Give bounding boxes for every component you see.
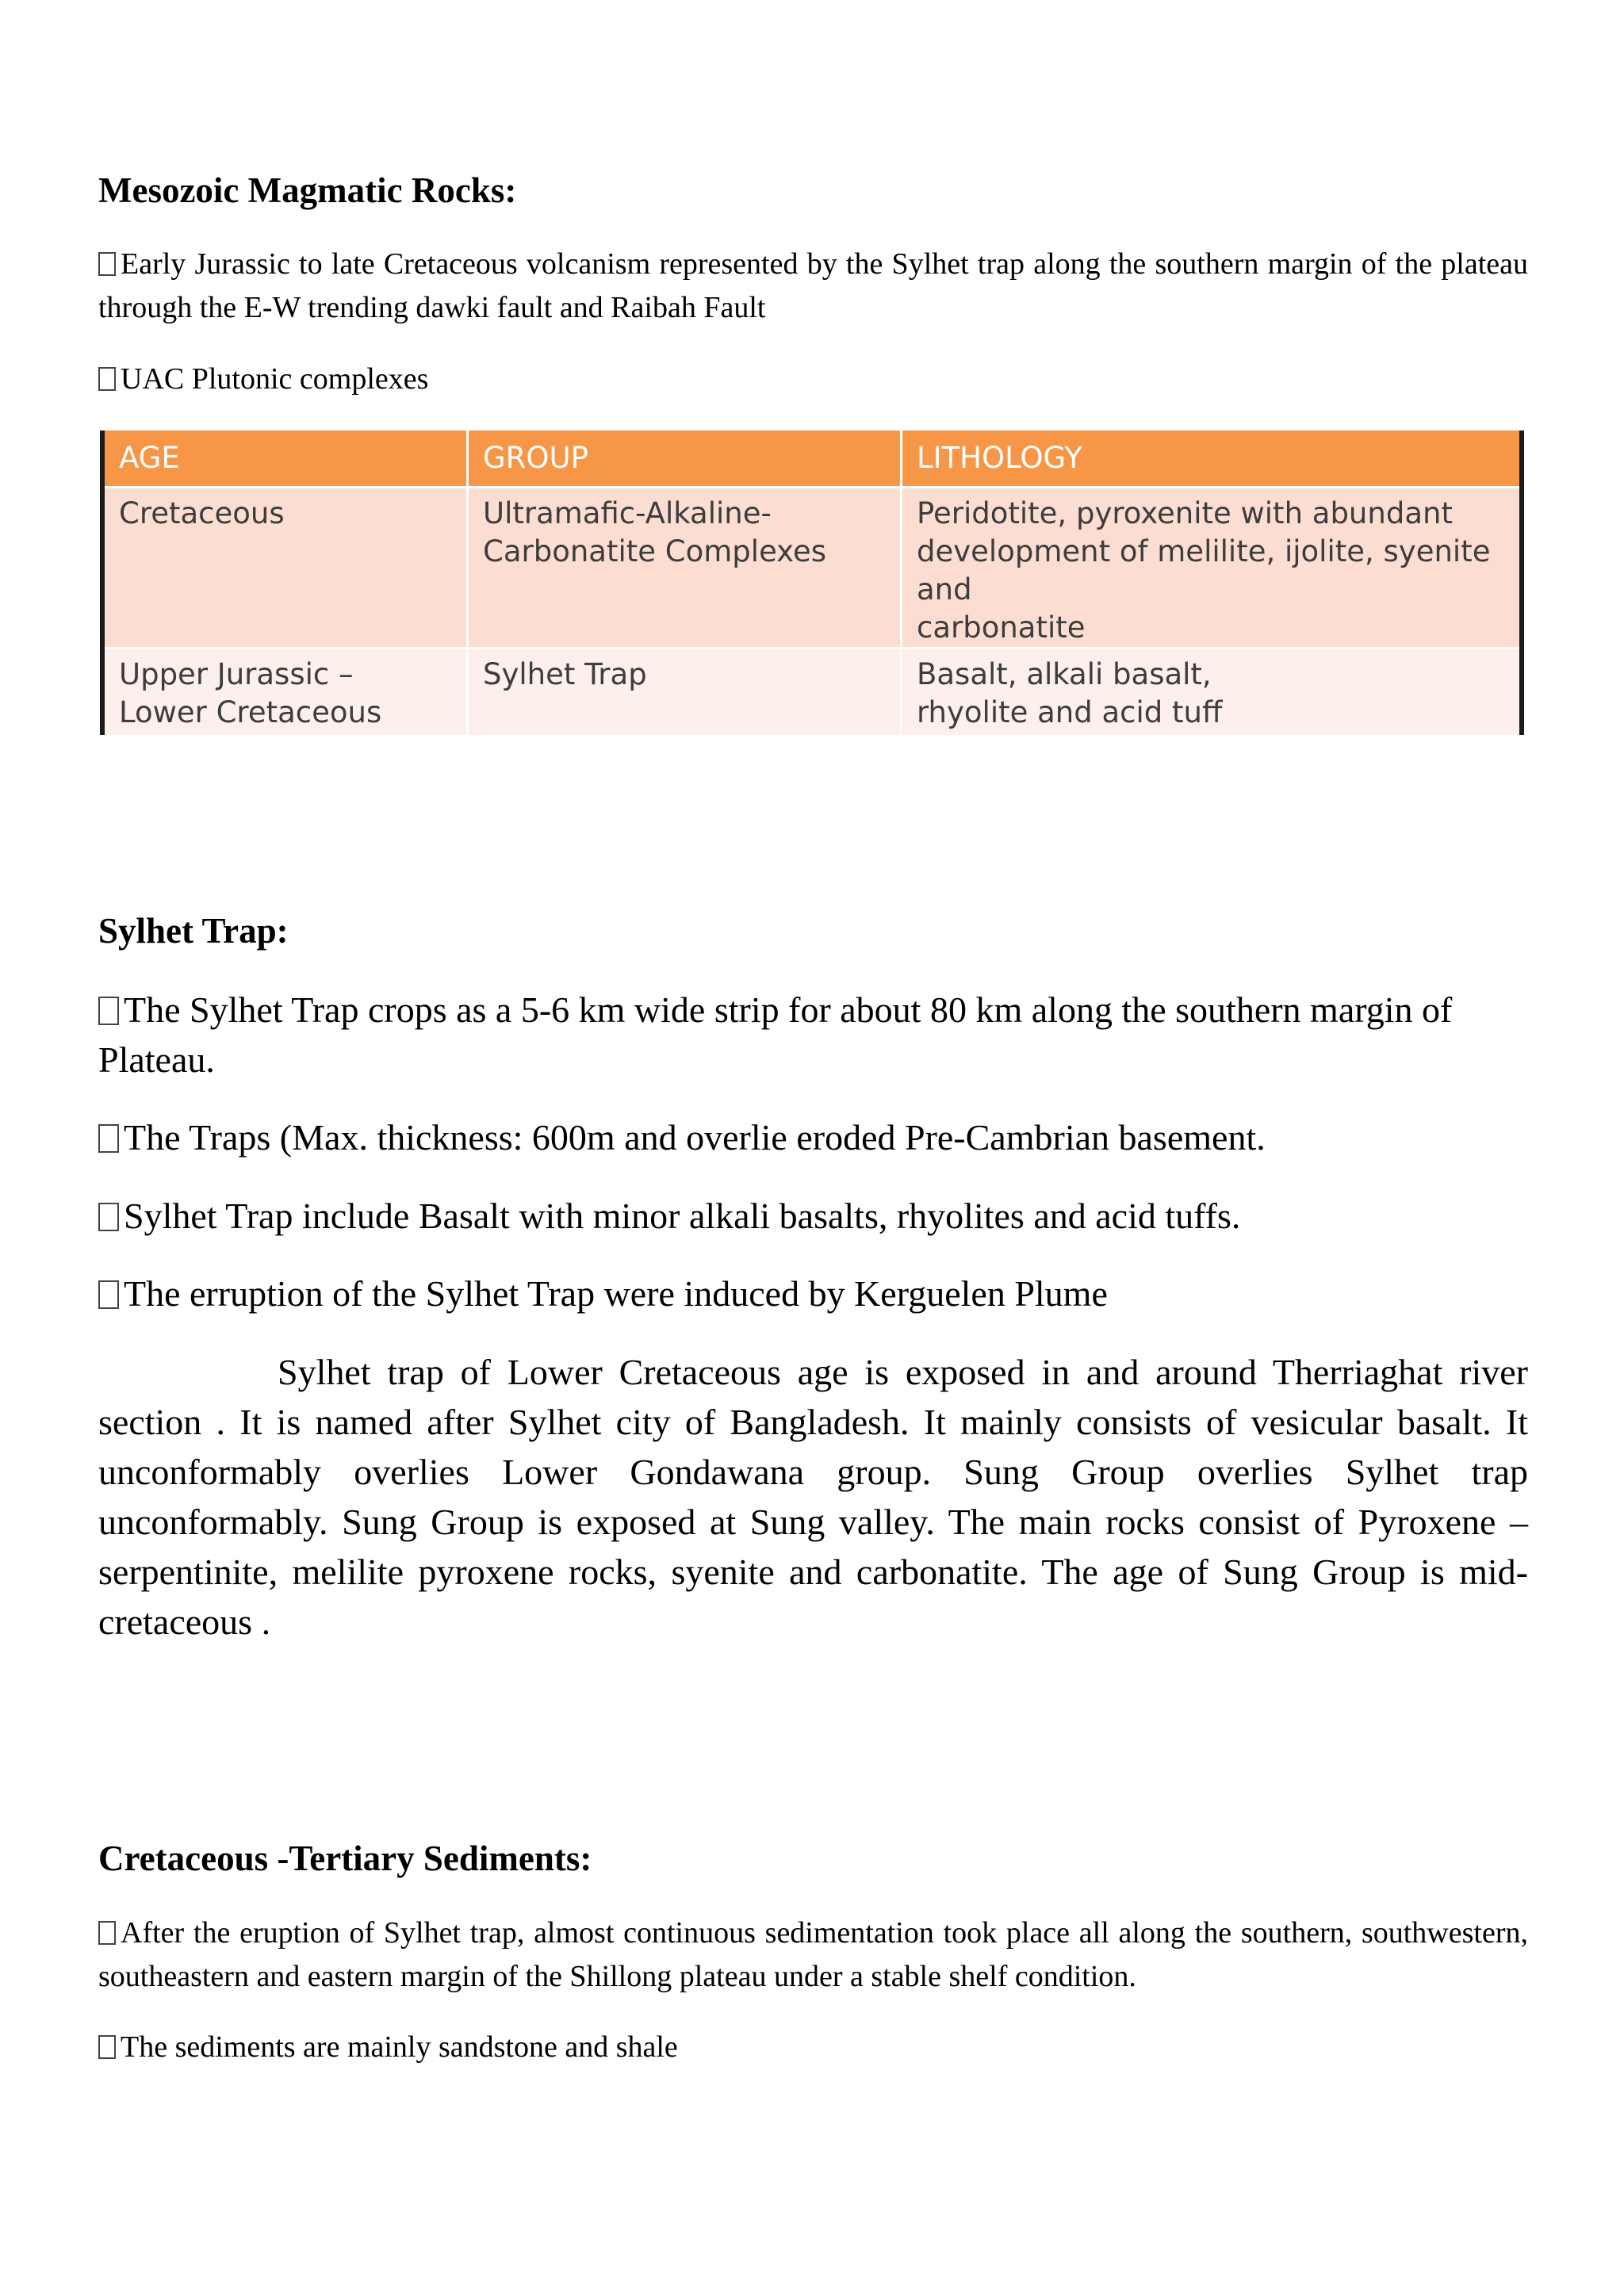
table-cell-lithology: Basalt, alkali basalt, rhyolite and acid tuff — [902, 649, 1520, 736]
table-cell-age: Upper Jurassic – Lower Cretaceous — [105, 649, 468, 736]
heading-sylhet-trap: Sylhet Trap: — [98, 911, 289, 951]
bullet-after-eruption: After the eruption of Sylhet trap, almost continuous sedimentation took place all along the southern, southwestern, southeastern and eastern margin of the Shillong plateau under a stable shelf condition. — [98, 1916, 1528, 1993]
magmatic-rocks-table — [100, 430, 1524, 735]
bullet-box-icon — [98, 252, 116, 276]
heading-mesozoic-magmatic-rocks: Mesozoic Magmatic Rocks: — [98, 170, 517, 210]
bullet-early-jurassic: Early Jurassic to late Cretaceous volcanism represented by the Sylhet trap along the southern margin of the plateau through the E-W trending dawki fault and Raibah Fault — [98, 247, 1528, 324]
bullet-traps-thickness: The Traps (Max. thickness: 600m and overlie eroded Pre-Cambrian basement. — [98, 1112, 1528, 1162]
bullet-uac-plutonic: UAC Plutonic complexes — [98, 358, 1528, 401]
table-header-age: AGE — [105, 430, 468, 488]
bullet-box-icon — [98, 1203, 119, 1231]
bullet-box-icon — [98, 1124, 119, 1153]
bullet-erruption: The erruption of the Sylhet Trap were induced by Kerguelen Plume — [98, 1269, 1528, 1318]
table-cell-group: Ultramafic-Alkaline- Carbonatite Complexes — [468, 488, 902, 649]
bullet-sylhet-crops: The Sylhet Trap crops as a 5-6 km wide strip for about 80 km along the southern margin of Plateau. — [98, 989, 1453, 1080]
bullet-sylhet-basalt: Sylhet Trap include Basalt with minor alkali basalts, rhyolites and acid tuffs. — [98, 1191, 1528, 1241]
table-cell-group: Sylhet Trap — [468, 649, 902, 736]
heading-cretaceous-tertiary: Cretaceous -Tertiary Sediments: — [98, 1839, 592, 1878]
table-header-lithology: LITHOLOGY — [902, 430, 1520, 488]
table-header-group: GROUP — [468, 430, 902, 488]
bullet-box-icon — [98, 1280, 119, 1309]
bullet-box-icon — [98, 997, 119, 1025]
table-cell-age: Cretaceous — [105, 488, 468, 649]
table-cell-lithology: Peridotite, pyroxenite with abundant development of melilite, ijolite, syenite and carbonatite — [902, 488, 1520, 649]
table-row — [105, 488, 1519, 649]
sylhet-trap-paragraph: Sylhet trap of Lower Cretaceous age is exposed in and around Therriaghat river section . It is named after Sylhet city of Bangladesh. It mainly consists of vesicular basalt. It unconformably overlies Lower Gondawana group. Sung Group overlies Sylhet trap unconformably. Sung Group is exposed at Sung valley. The main rocks consist of Pyroxene –serpentinite, melilite pyroxene rocks, syenite and carbonatite. The age of Sung Group is mid-cretaceous . — [98, 1352, 1528, 1642]
bullet-box-icon — [98, 1921, 116, 1945]
table-row — [105, 649, 1519, 736]
bullet-sediments: The sediments are mainly sandstone and shale — [98, 2026, 1528, 2069]
bullet-box-icon — [98, 367, 116, 391]
bullet-box-icon — [98, 2035, 116, 2059]
